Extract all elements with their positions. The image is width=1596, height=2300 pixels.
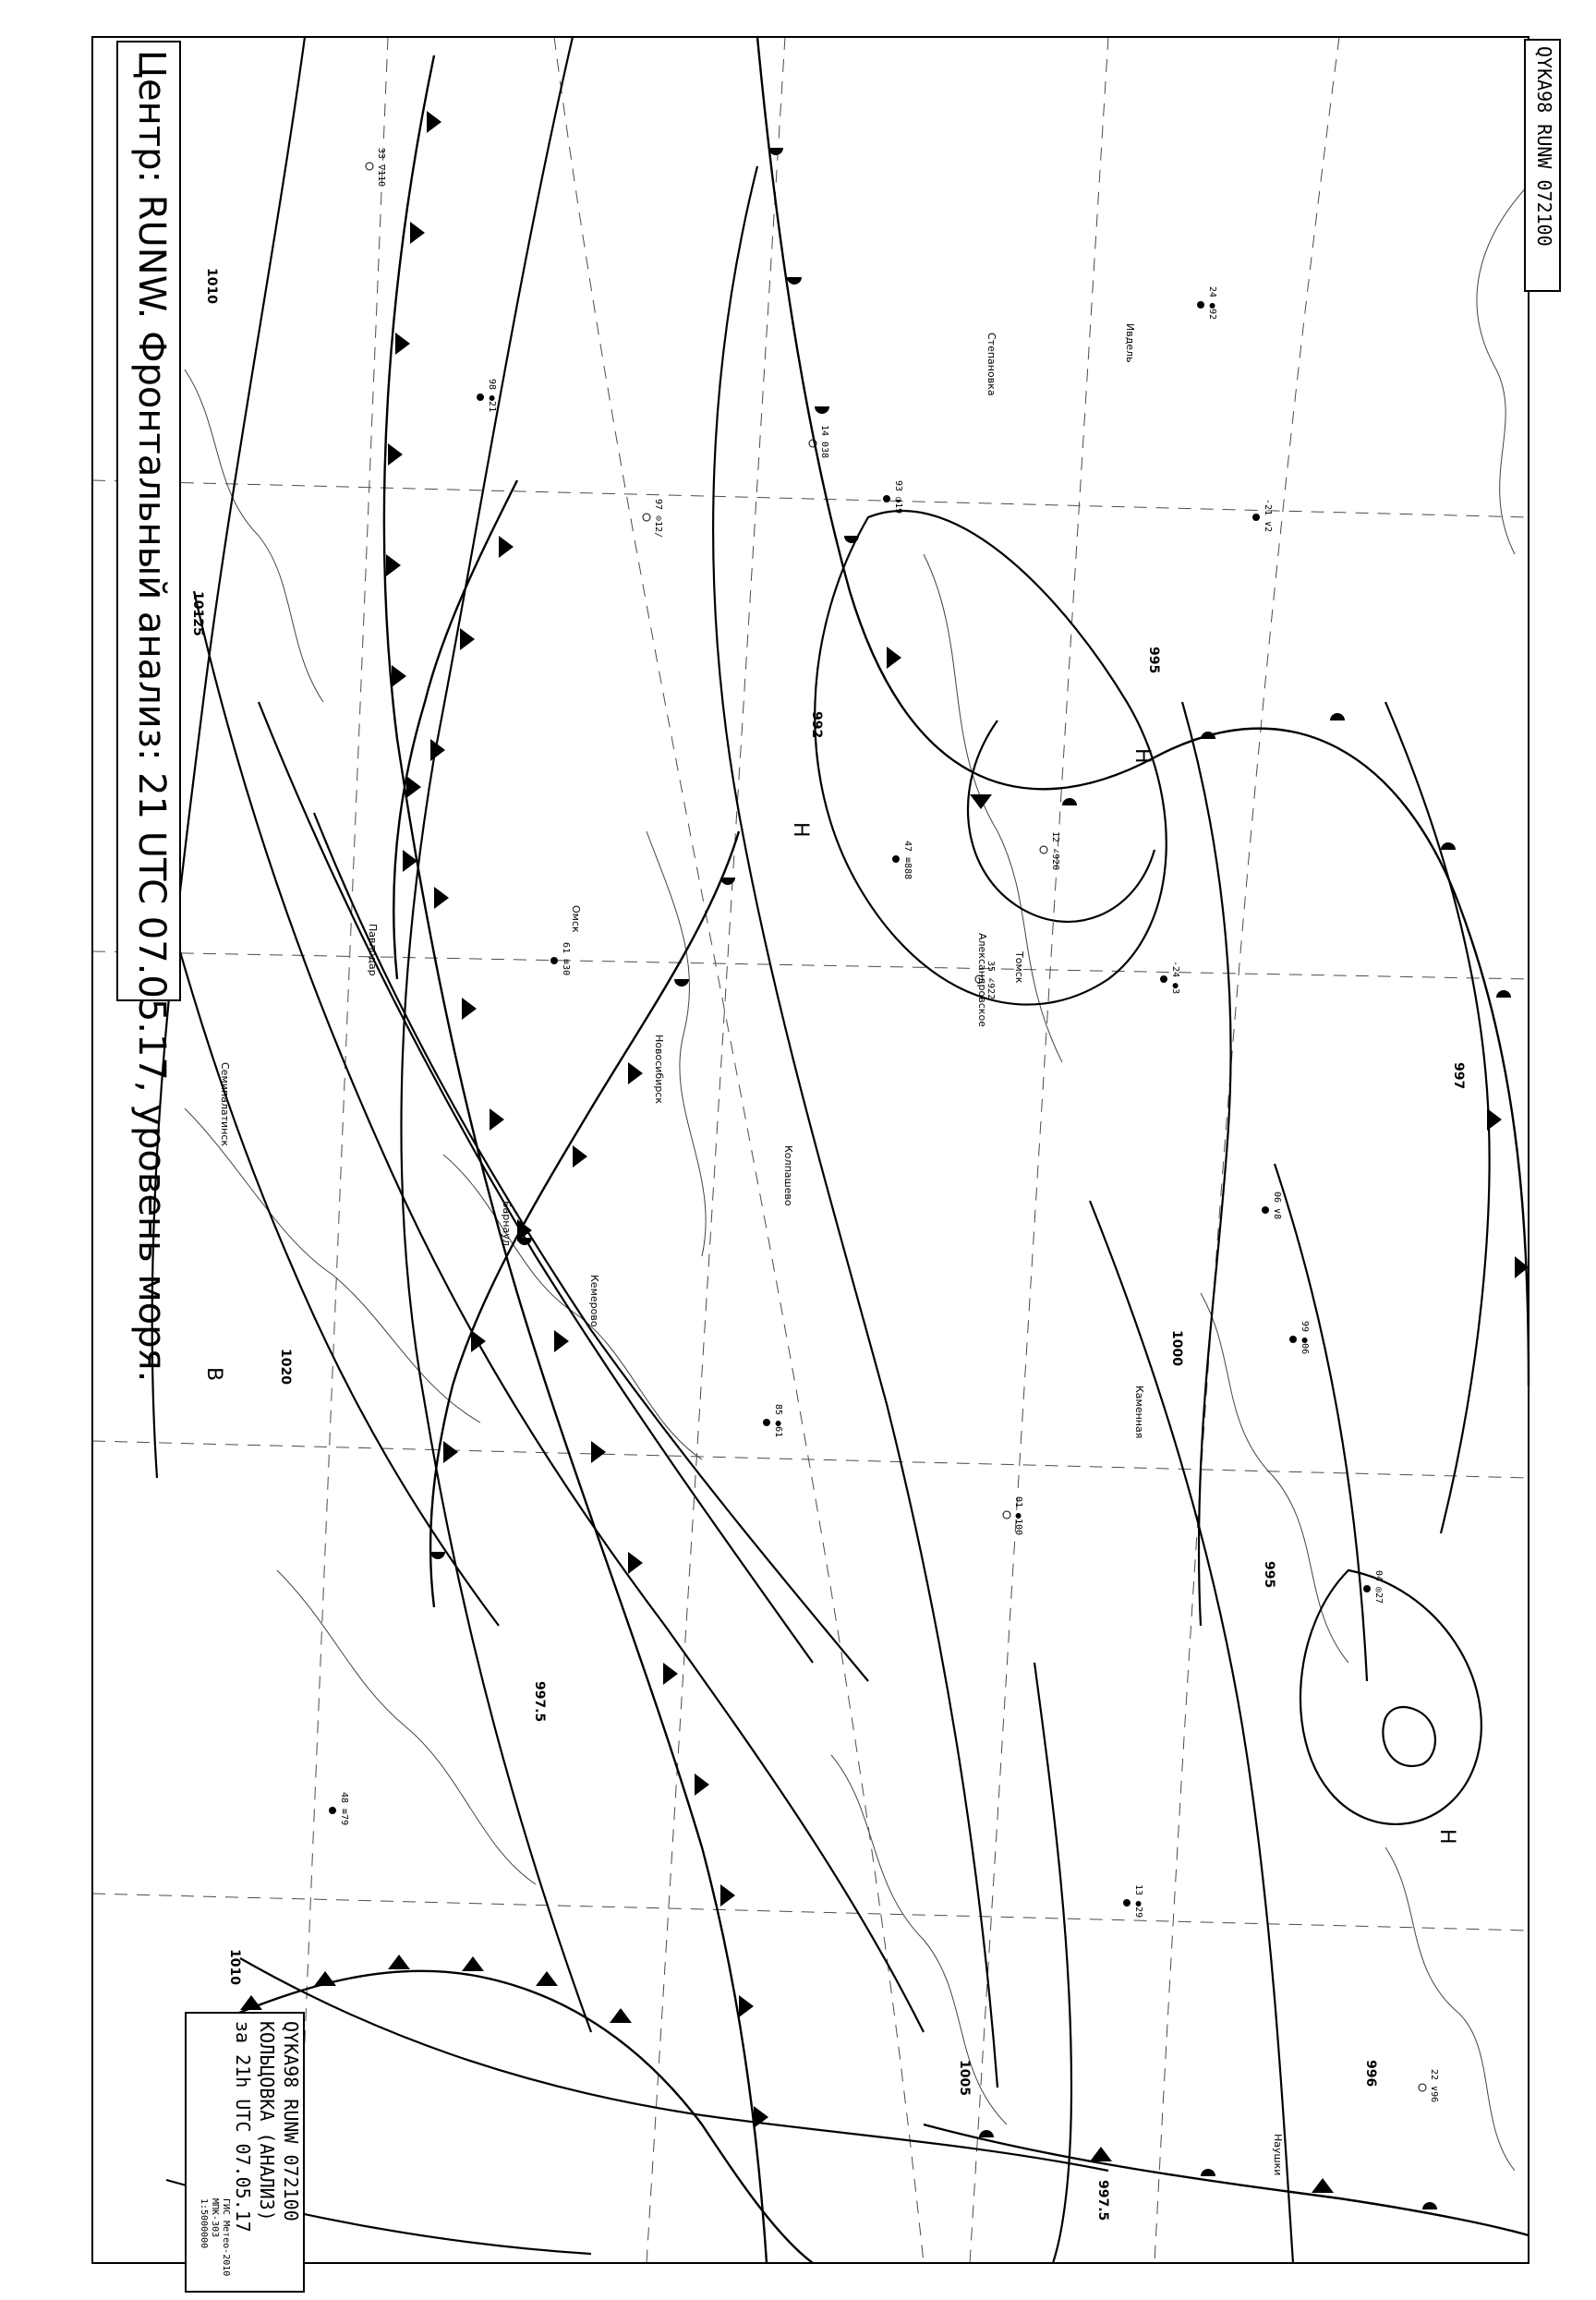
svg-text:93 ◑19: 93 ◑19 xyxy=(893,480,903,514)
svg-text:06 ∨8: 06 ∨8 xyxy=(1272,1192,1282,1220)
svg-text:12 ∠920: 12 ∠920 xyxy=(1050,831,1060,871)
isobar-label: 996 xyxy=(1363,2060,1378,2088)
map-title: Центр: RUNW. Фронтальный анализ: 21 UTC 07.05.17, уровень моря. xyxy=(130,50,173,1383)
city-label: Семипалатинск xyxy=(219,1062,231,1147)
isobar-label: 997.5 xyxy=(1095,2180,1110,2221)
map-title-box xyxy=(116,41,181,1383)
station-plot xyxy=(892,841,913,879)
pressure-centers xyxy=(202,748,1458,1845)
svg-text:97 ⊙12/: 97 ⊙12/ xyxy=(653,499,663,539)
high-center-letter: В xyxy=(202,1367,225,1382)
svg-text:48 ≡79: 48 ≡79 xyxy=(339,1792,349,1826)
station-plot xyxy=(1003,1496,1023,1535)
isobar-label: 10125 xyxy=(190,591,205,636)
station-plot xyxy=(366,148,386,187)
grid-lines xyxy=(92,37,1529,2263)
low-center-letter: Н xyxy=(1130,748,1154,764)
stamp-scale: 1:5000000 xyxy=(199,2198,209,2249)
front-northwest xyxy=(393,480,517,979)
svg-text:99 ●06: 99 ●06 xyxy=(1300,1321,1310,1355)
svg-text:98 ●21: 98 ●21 xyxy=(487,379,497,413)
city-label: Омск xyxy=(570,905,582,933)
isobar-labels xyxy=(190,268,1466,2285)
stamp-code: QYKA98 RUNW 072100 xyxy=(280,2021,302,2221)
svg-text:13 ●29: 13 ●29 xyxy=(1133,1884,1143,1919)
station-plot xyxy=(1252,499,1273,532)
station-plot xyxy=(1040,831,1060,870)
isobar-label: 997.5 xyxy=(532,1681,547,1723)
isobar-label: 1005 xyxy=(957,2060,972,2096)
city-label: Кемерово xyxy=(588,1275,600,1327)
isobar-label: 995 xyxy=(1146,647,1161,674)
station-plot xyxy=(1289,1321,1310,1354)
stamp-time: за 21h UTC 07.05.17 xyxy=(232,2021,254,2233)
city-label: Ивдель xyxy=(1124,323,1136,363)
city-label: Наушки xyxy=(1272,2134,1284,2176)
city-label: Каменная xyxy=(1133,1386,1145,1439)
station-plot xyxy=(1262,1192,1282,1219)
isobar-label: 992 xyxy=(809,711,824,739)
station-plot xyxy=(1123,1884,1143,1918)
low-center-letter: Н xyxy=(1435,1829,1458,1845)
low-center-letter: Н xyxy=(789,822,812,838)
city-label: Степановка xyxy=(985,333,998,396)
svg-text:85 ●61: 85 ●61 xyxy=(773,1404,783,1438)
city-label: Новосибирск xyxy=(653,1035,665,1105)
isobars xyxy=(148,37,1490,2263)
station-plot xyxy=(643,499,663,538)
isobar-label: 1010 xyxy=(204,268,219,304)
isobar-label: 1010 xyxy=(227,1949,242,1985)
isobar-label: 997 xyxy=(1451,1062,1466,1090)
map-frame xyxy=(92,37,1529,2263)
front-central xyxy=(430,831,739,1607)
geography-lines xyxy=(185,185,1529,2171)
isobar-label: 1000 xyxy=(1169,1330,1184,1366)
svg-text:47 ≡888: 47 ≡888 xyxy=(902,841,913,880)
chart-code: QYKA98 RUNW 072100 xyxy=(1533,46,1555,247)
isobar-label: 1020 xyxy=(278,1349,293,1385)
svg-text:35 ∠922: 35 ∠922 xyxy=(985,961,996,1000)
svg-text:61 ≡30: 61 ≡30 xyxy=(561,942,571,976)
svg-text:04 ◎27: 04 ◎27 xyxy=(1373,1570,1384,1604)
chart-code-box xyxy=(1524,39,1561,292)
svg-text:-24 ●3: -24 ●3 xyxy=(1170,961,1180,995)
city-label: Колпашево xyxy=(782,1145,794,1206)
place-names xyxy=(219,323,1284,2175)
station-plot xyxy=(883,480,903,514)
stamp-agency: МПК-303 xyxy=(210,2198,220,2238)
city-label: Александровское xyxy=(976,933,988,1027)
station-plot xyxy=(763,1404,783,1437)
svg-text:24 ●92: 24 ●92 xyxy=(1207,286,1217,321)
svg-text:22 ∨96: 22 ∨96 xyxy=(1429,2069,1439,2103)
warm-front-east xyxy=(757,37,1529,1386)
station-plot xyxy=(1419,2069,1439,2102)
svg-text:-21 ∨2: -21 ∨2 xyxy=(1263,499,1273,533)
city-label: Павлодар xyxy=(367,924,379,976)
svg-text:01 ●100: 01 ●100 xyxy=(1013,1496,1023,1536)
station-plot xyxy=(329,1792,349,1825)
svg-text:14 038: 14 038 xyxy=(819,425,829,459)
isobar-label: 995 xyxy=(1262,1561,1276,1589)
station-plot xyxy=(550,942,571,975)
svg-text:33 ∇110: 33 ∇110 xyxy=(376,148,386,188)
city-label: Барнаул xyxy=(501,1201,513,1246)
stamp-station: КОЛЬЦОВКА (АНАЛИЗ) xyxy=(256,2021,278,2221)
city-label: Томск xyxy=(1013,951,1025,984)
station-plot xyxy=(1160,961,1180,994)
chart-stamp xyxy=(185,2012,305,2293)
station-plot xyxy=(477,379,497,412)
front-southeast xyxy=(924,2124,1529,2235)
stamp-software: ГИС Метео-2010 xyxy=(221,2198,231,2277)
station-plot xyxy=(1197,286,1217,320)
